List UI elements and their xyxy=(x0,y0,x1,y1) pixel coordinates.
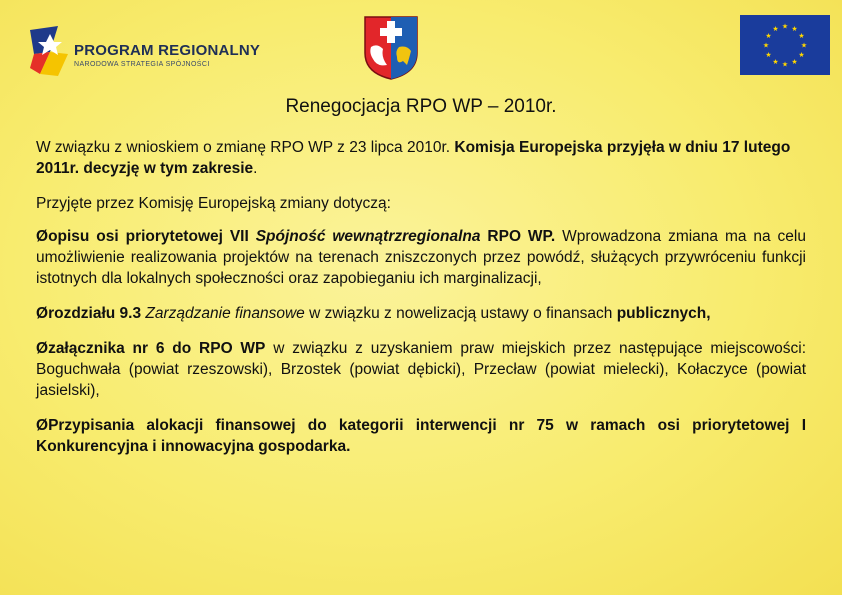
item-4-bold: Przypisania alokacji finansowej do kategorii interwencji nr 75 w ramach osi priorytetowej I Konkurencyjna i innowacyjna gospodarka. xyxy=(36,417,806,455)
item-3-text: w związku z uzyskaniem praw miejskich przez następujące miejscowości: Boguchwała (powiat rzeszowski), Brzostek (powiat dębicki), Przecław (powiat mielecki), Kołaczyce (powiat jasielski), xyxy=(36,340,807,399)
eu-star-icon: ★ xyxy=(765,32,772,40)
bullet-arrow-icon: Ø xyxy=(36,340,49,357)
eu-star-icon: ★ xyxy=(772,57,779,66)
change-item-1 xyxy=(36,226,806,289)
program-title: PROGRAM REGIONALNY xyxy=(74,42,261,59)
eu-star-icon: ★ xyxy=(800,41,808,50)
item-1-text: Wprowadzona zmiana ma na celu umożliwienie realizowania projektów na terenach zniszczonych przez powódź, służących przywróceniu funkcji istotnych dla lokalnych społeczności oraz zapobieganiu ich marginalizacji, xyxy=(36,228,806,287)
change-item-2 xyxy=(36,303,806,324)
item-2-bold: rozdziału 9.3 xyxy=(48,305,146,322)
eu-star-icon: ★ xyxy=(772,25,779,34)
item-2-bold-end: publicznych, xyxy=(616,305,711,322)
intro-period: . xyxy=(253,160,258,177)
item-3-bold: załącznika nr 6 do RPO WP xyxy=(48,340,266,357)
eu-star-icon: ★ xyxy=(798,51,805,59)
eu-star-icon: ★ xyxy=(791,25,798,34)
slide-title: Renegocjacja RPO WP – 2010r. xyxy=(285,96,557,117)
slide-content xyxy=(36,137,806,471)
item-1-bold-end: RPO WP. xyxy=(480,228,556,245)
nss-logo-icon xyxy=(28,24,72,80)
intro-bold-text: Komisja Europejska przyjęła w dniu 17 lutego 2011r. decyzję w tym zakresie xyxy=(36,139,791,177)
intro-paragraph xyxy=(36,137,806,179)
eu-star-icon: ★ xyxy=(798,32,805,40)
bullet-arrow-icon: Ø xyxy=(36,228,49,245)
eu-star-icon: ★ xyxy=(762,41,770,50)
eu-star-icon: ★ xyxy=(765,51,772,59)
podkarpackie-crest-icon xyxy=(363,15,419,81)
bullet-arrow-icon: Ø xyxy=(36,417,49,434)
eu-star-icon: ★ xyxy=(781,22,789,31)
intro-text: W związku z wnioskiem o zmianę RPO WP z 23 lipca 2010r. xyxy=(36,139,455,156)
eu-star-icon: ★ xyxy=(791,57,798,66)
item-1-bold-italic: Spójność wewnątrzregionalna xyxy=(255,228,481,245)
program-regionalny-logo xyxy=(28,24,261,82)
changes-heading: Przyjęte przez Komisję Europejską zmiany dotyczą: xyxy=(36,195,391,212)
item-2-italic: Zarządzanie finansowe xyxy=(145,305,305,322)
eu-star-icon: ★ xyxy=(781,60,789,69)
program-subtitle: NARODOWA STRATEGIA SPÓJNOŚCI xyxy=(74,61,210,68)
item-2-text: w związku z nowelizacją ustawy o finansach xyxy=(304,305,617,322)
change-item-3 xyxy=(36,338,806,401)
change-item-4 xyxy=(36,415,806,457)
item-1-bold: opisu osi priorytetowej VII xyxy=(48,228,256,245)
bullet-arrow-icon: Ø xyxy=(36,305,49,322)
eu-flag-icon xyxy=(740,15,830,75)
